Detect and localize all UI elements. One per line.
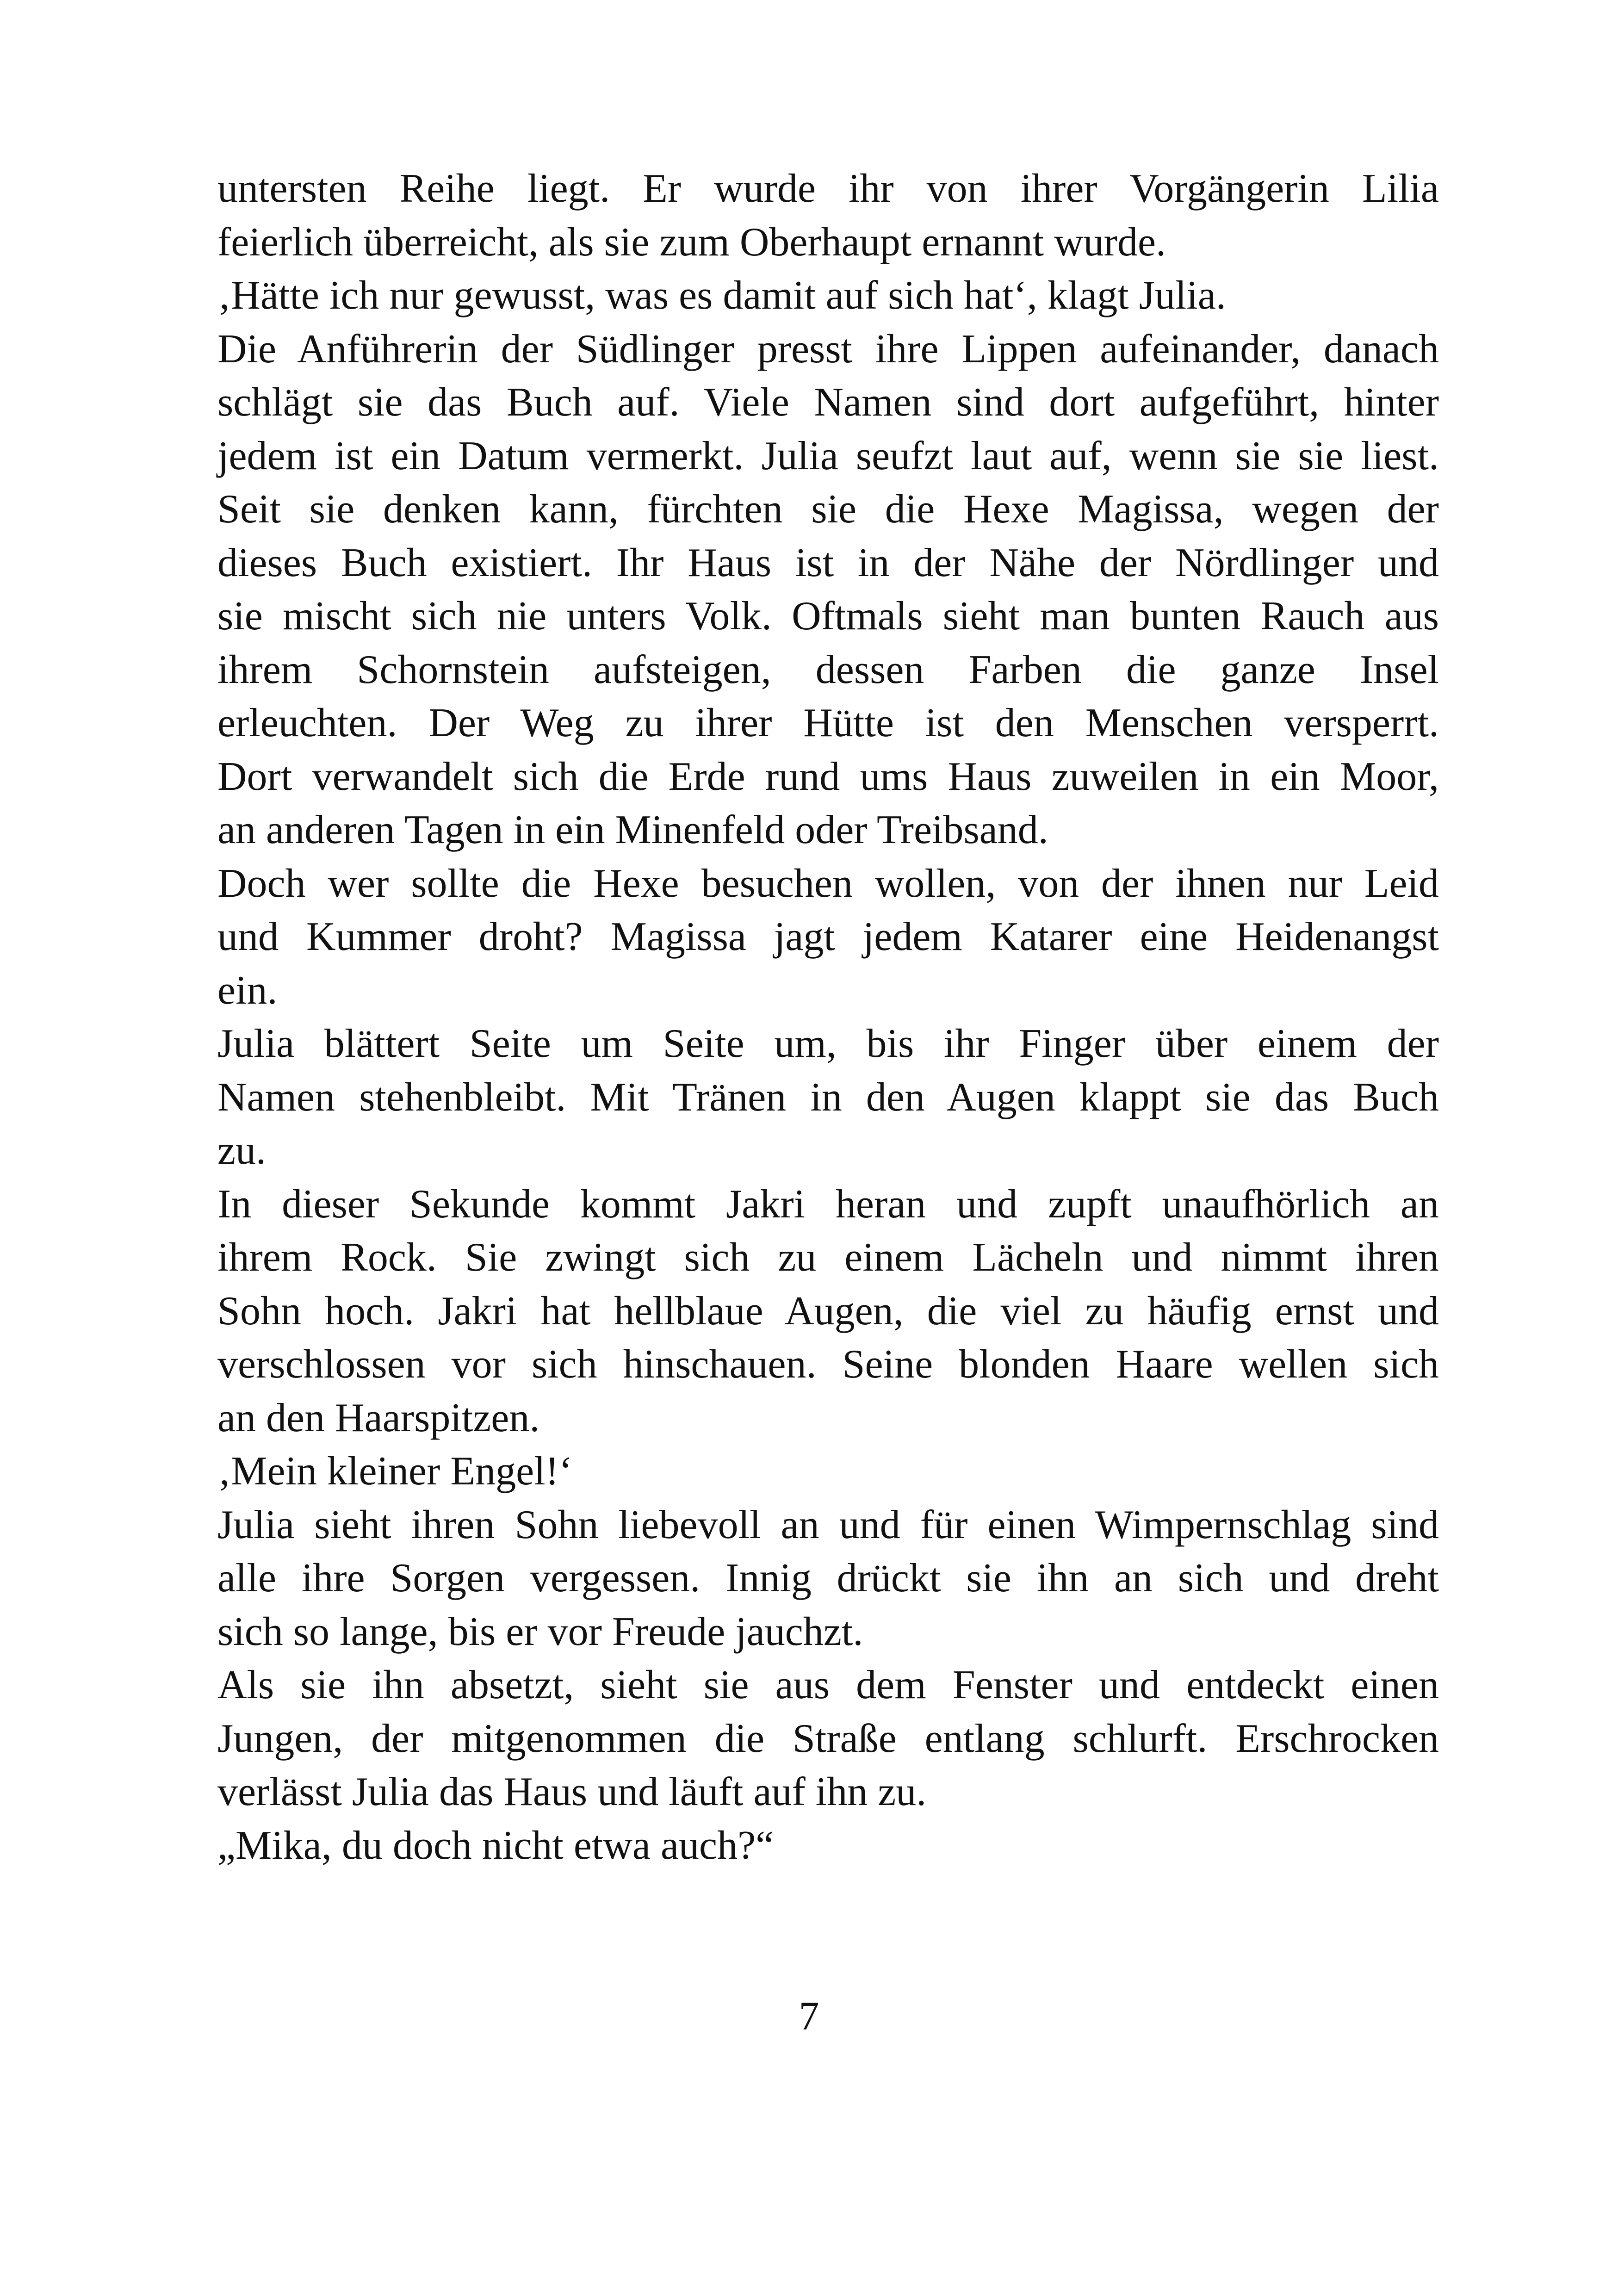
text-line: Sohn hoch. Jakri hat hellblaue Augen, die viel zu häufig ernst und bbox=[217, 1288, 1439, 1334]
text-line: Seit sie denken kann, fürchten sie die Hexe Magissa, wegen der bbox=[217, 487, 1439, 532]
text-line: ihrem Schornstein aufsteigen, dessen Farben die ganze Insel bbox=[217, 647, 1439, 692]
text-line: verlässt Julia das Haus und läuft auf ihn zu. bbox=[217, 1769, 927, 1814]
text-line: dieses Buch existiert. Ihr Haus ist in der Nähe der Nördlinger und bbox=[217, 540, 1439, 585]
text-line: In dieser Sekunde kommt Jakri heran und zupft unaufhörlich an bbox=[217, 1181, 1439, 1227]
text-line: alle ihre Sorgen vergessen. Innig drückt sie ihn an sich und dreht bbox=[217, 1556, 1439, 1601]
page-number: 7 bbox=[799, 1994, 819, 2039]
text-line: Dort verwandelt sich die Erde rund ums Haus zuweilen in ein Moor, bbox=[217, 754, 1439, 799]
body-text bbox=[217, 162, 1439, 1872]
text-line: sie mischt sich nie unters Volk. Oftmals sieht man bunten Rauch aus bbox=[217, 594, 1439, 639]
text-line: an den Haarspitzen. bbox=[217, 1395, 540, 1440]
text-line: an anderen Tagen in ein Minenfeld oder Treibsand. bbox=[217, 807, 1048, 852]
text-line: zu. bbox=[217, 1128, 267, 1173]
text-line: verschlossen vor sich hinschauen. Seine blonden Haare wellen sich bbox=[217, 1342, 1439, 1387]
text-line: Julia blättert Seite um Seite um, bis ihr Finger über einem der bbox=[217, 1021, 1439, 1066]
text-line: schlägt sie das Buch auf. Viele Namen sind dort aufgeführt, hinter bbox=[217, 380, 1439, 425]
text-line: feierlich überreicht, als sie zum Oberhaupt ernannt wurde. bbox=[217, 219, 1166, 265]
text-line: sich so lange, bis er vor Freude jauchzt. bbox=[217, 1609, 863, 1654]
text-line: ihrem Rock. Sie zwingt sich zu einem Lächeln und nimmt ihren bbox=[217, 1235, 1439, 1280]
text-line: ‚Hätte ich nur gewusst, was es damit auf sich hat‘, klagt Julia. bbox=[217, 273, 1226, 318]
text-line: ‚Mein kleiner Engel!‘ bbox=[217, 1449, 573, 1494]
text-line: erleuchten. Der Weg zu ihrer Hütte ist den Menschen versperrt. bbox=[217, 701, 1439, 745]
text-line: Jungen, der mitgenommen die Straße entlang schlurft. Erschrocken bbox=[217, 1716, 1439, 1761]
text-line: Die Anführerin der Südlinger presst ihre Lippen aufeinander, danach bbox=[217, 326, 1439, 372]
text-line: jedem ist ein Datum vermerkt. Julia seufzt laut auf, wenn sie sie liest. bbox=[217, 433, 1439, 478]
text-line: Doch wer sollte die Hexe besuchen wollen, von der ihnen nur Leid bbox=[217, 861, 1439, 906]
text-line: und Kummer droht? Magissa jagt jedem Katarer eine Heidenangst bbox=[217, 914, 1439, 959]
text-line: „Mika, du doch nicht etwa auch?“ bbox=[217, 1823, 774, 1868]
text-line: Als sie ihn absetzt, sieht sie aus dem Fenster und entdeckt einen bbox=[217, 1663, 1439, 1707]
text-line: Namen stehenbleibt. Mit Tränen in den Augen klappt sie das Buch bbox=[217, 1074, 1439, 1120]
text-line: ein. bbox=[217, 968, 278, 1013]
text-line: untersten Reihe liegt. Er wurde ihr von ihrer Vorgängerin Lilia bbox=[217, 166, 1439, 211]
text-line: Julia sieht ihren Sohn liebevoll an und für einen Wimpernschlag sind bbox=[217, 1502, 1439, 1547]
